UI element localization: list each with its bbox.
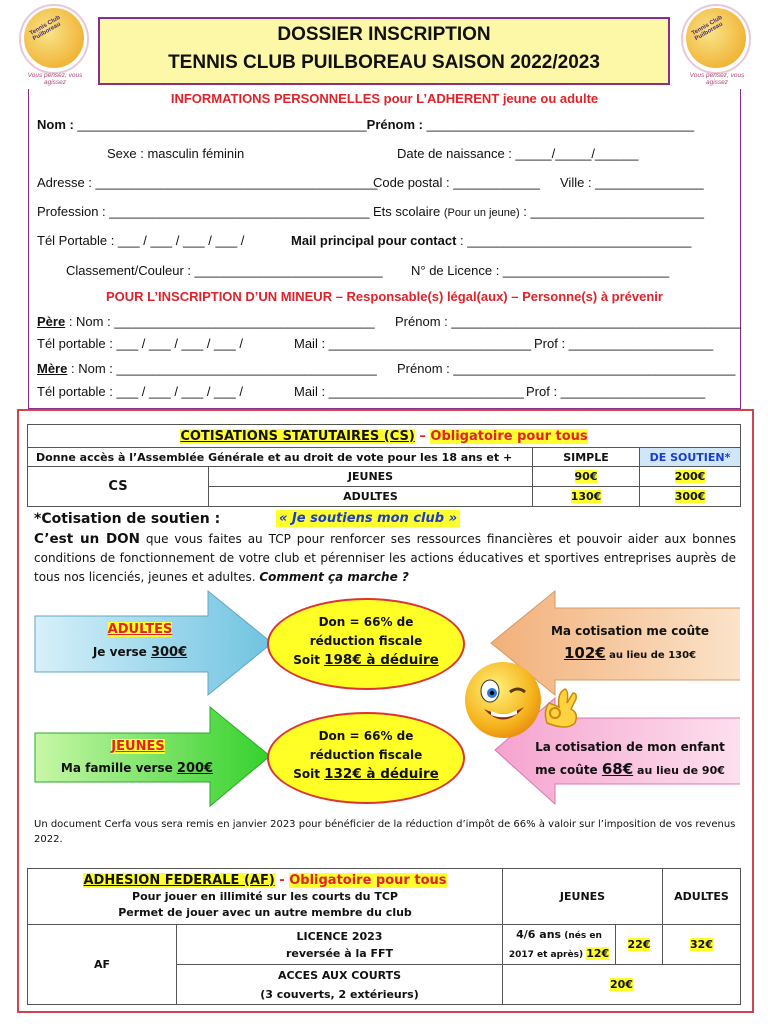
jeunes-cost-line2	[530, 760, 730, 778]
licence-line2: reversée à la FFT	[285, 946, 394, 960]
adultes-simple-cell	[533, 487, 640, 507]
price-jeunes-cell	[616, 925, 663, 965]
adultes-pay-arrow	[35, 591, 272, 695]
sexe-field[interactable]: Sexe : masculin féminin	[107, 146, 245, 161]
pere-prof-field[interactable]: Prof : ____________________	[534, 336, 714, 351]
licence-line1: LICENCE 2023	[296, 929, 383, 943]
logo-tagline: Vous pensez, vous agissez	[27, 72, 83, 86]
adultes-cost-line1: Ma cotisation me coûte	[550, 624, 710, 638]
age-note2: 2017 et après)	[508, 949, 587, 960]
jeunes-soutien-cell	[640, 467, 741, 487]
document-subtitle: TENNIS CLUB PUILBOREAU SAISON 2022/2023	[168, 52, 600, 73]
jeunes-don-ellipse	[267, 712, 465, 804]
courts-cell	[177, 965, 503, 1005]
jeunes-cost-amount: 68€	[601, 760, 634, 778]
don-lead: C’est un DON	[34, 531, 140, 547]
mere-label: Mère	[37, 361, 68, 376]
logo-tagline: Vous pensez, vous agissez	[689, 72, 745, 86]
jeunes-simple-price: 90€	[574, 470, 598, 483]
adultes-pay-line	[60, 645, 220, 660]
adhesion-line1: Pour jouer en illimité sur les courts du TCP	[132, 889, 398, 903]
adultes-simple-price: 130€	[570, 490, 602, 503]
logo-name: Tennis Club Puilboreau	[691, 14, 724, 43]
adresse-field[interactable]: Adresse : _______________________________________	[37, 175, 378, 190]
age-note1: (nés en	[561, 930, 602, 941]
pere-tel-field[interactable]: Tél portable : ___ / ___ / ___ / ___ /	[37, 336, 243, 351]
adultes-don-line2: réduction fiscale	[309, 634, 423, 648]
adultes-cost-amount: 102€	[563, 644, 606, 662]
ets-note: (Pour un jeune)	[443, 207, 520, 219]
pere-label: Père	[37, 314, 66, 329]
jeunes-soutien-price: 200€	[674, 470, 706, 483]
mail-label: Mail principal pour contact	[291, 233, 457, 248]
mail-field[interactable]	[291, 233, 691, 248]
adultes-don-line1: Don = 66% de	[318, 615, 414, 629]
adhesion-subtitle: Obligatoire pour tous	[289, 872, 447, 888]
adhesion-dash: -	[274, 872, 290, 888]
jeunes-label: JEUNES	[111, 739, 165, 754]
mere-nom-blank: : Nom : ____________________________________	[67, 361, 377, 376]
mere-tel-field[interactable]: Tél portable : ___ / ___ / ___ / ___ /	[37, 384, 243, 399]
club-logo-left	[16, 6, 94, 84]
adhesion-col-adultes: ADULTES	[663, 869, 741, 925]
naissance-field[interactable]: Date de naissance : _____/_____/______	[397, 146, 639, 161]
logo-name: Tennis Club Puilboreau	[29, 14, 62, 43]
mere-mail-field[interactable]: Mail : ___________________________	[294, 384, 524, 399]
price-jeunes: 22€	[627, 938, 651, 951]
jeunes-label-wrap	[58, 739, 218, 754]
jeunes-cost-line1: La cotisation de mon enfant	[535, 740, 725, 754]
winking-smiley-icon	[462, 659, 544, 741]
col-simple: SIMPLE	[533, 448, 640, 467]
cotisations-desc: Donne accès à l’Assemblée Générale et au droit de vote pour les 18 ans et +	[28, 448, 533, 467]
jeunes-don-line1: Don = 66% de	[318, 729, 414, 743]
nom-label: Nom :	[37, 117, 78, 132]
jeunes-don-line2: réduction fiscale	[309, 748, 423, 762]
cerfa-note: Un document Cerfa vous sera remis en janvier 2023 pour bénéficier de la réduction d’impôt de 66% à valoir sur l’imposition de vos revenus 2022.	[34, 819, 736, 845]
price-courts: 20€	[610, 978, 633, 991]
nom-field[interactable]: ________________________________________	[77, 117, 367, 132]
mere-nom-field[interactable]	[37, 361, 377, 376]
nom-line	[37, 117, 694, 132]
licence-cell	[177, 925, 503, 965]
document-title: DOSSIER INSCRIPTION	[277, 24, 491, 45]
minor-section-title: POUR L’INSCRIPTION D’UN MINEUR – Responsable(s) légal(aux) – Personne(s) à prévenir	[106, 289, 663, 304]
price-46: 12€	[586, 946, 610, 960]
adultes-deduct-amount: 198€ à déduire	[324, 652, 439, 668]
jeunes-label: JEUNES	[209, 467, 533, 487]
adultes-cost-suffix: au lieu de 130€	[605, 650, 697, 661]
jeunes-cost-prefix: me coûte	[535, 763, 602, 777]
ets-scolaire-field[interactable]	[373, 204, 704, 219]
age-46-cell	[503, 925, 616, 965]
prenom-field[interactable]: _____________________________________	[426, 117, 695, 132]
prenom-label: Prénom :	[366, 117, 427, 132]
adultes-pay-amount: 300€	[150, 645, 188, 660]
jeunes-pay-prefix: Ma famille verse	[60, 761, 177, 775]
price-adultes: 32€	[690, 938, 713, 951]
cotisations-subtitle: Obligatoire pour tous	[430, 428, 588, 444]
code-postal-field[interactable]: Code postal : ____________	[373, 175, 540, 190]
soutien-paragraph	[34, 530, 736, 587]
jeunes-simple-cell	[533, 467, 640, 487]
adultes-label: ADULTES	[107, 622, 173, 637]
cotisations-title-cell	[28, 425, 741, 448]
adhesion-title: ADHESION FEDERALE (AF)	[83, 872, 275, 888]
pere-nom-field[interactable]	[37, 314, 375, 329]
adhesion-header-cell	[28, 869, 503, 925]
cs-label: CS	[28, 467, 209, 507]
classement-field[interactable]: Classement/Couleur : __________________________	[66, 263, 383, 278]
jeunes-pay-amount: 200€	[176, 761, 214, 776]
how-it-works: Comment ça marche ?	[259, 570, 409, 584]
mere-prenom-field[interactable]: Prénom : _______________________________________	[397, 361, 736, 376]
af-label: AF	[28, 925, 177, 1005]
pere-nom-blank: : Nom : ____________________________________	[65, 314, 375, 329]
jeunes-cost-suffix: au lieu de 90€	[633, 764, 725, 777]
pere-prenom-field[interactable]: Prénom : ________________________________________	[395, 314, 741, 329]
pere-mail-field[interactable]: Mail : ____________________________	[294, 336, 532, 351]
licence-field[interactable]: N° de Licence : _______________________	[411, 263, 670, 278]
adultes-pay-prefix: Je verse	[92, 645, 151, 659]
cotisations-title: COTISATIONS STATUTAIRES (CS)	[180, 428, 415, 444]
price-courts-cell	[503, 965, 741, 1005]
adultes-label: ADULTES	[209, 487, 533, 507]
club-logo-right	[678, 6, 756, 84]
cotisations-table	[27, 424, 741, 507]
soutien-slogan: « Je soutiens mon club »	[276, 510, 460, 527]
jeunes-pay-line	[52, 761, 222, 776]
adultes-soutien-price: 300€	[674, 490, 706, 503]
jeunes-deduct-prefix: Soit	[293, 767, 325, 781]
adhesion-col-jeunes: JEUNES	[503, 869, 663, 925]
ok-hand-icon	[539, 683, 587, 731]
don-text: que vous faites au TCP pour renforcer ses ressources financières et pouvoir aider aux bonnes conditions de fonctionnement de votre club et pérenniser les actions éducatives et sportives entreprises auprès de tous nos licenciés, jeunes et adultes.	[34, 532, 736, 584]
soutien-label: *Cotisation de soutien :	[34, 511, 221, 527]
age-main: 4/6 ans	[516, 927, 562, 941]
adultes-don-ellipse	[267, 598, 465, 690]
adhesion-line2: Permet de jouer avec un autre membre du club	[118, 905, 412, 919]
adultes-deduct-prefix: Soit	[293, 653, 325, 667]
title-dash: –	[414, 428, 431, 444]
profession-field[interactable]: Profession : ____________________________________	[37, 204, 370, 219]
jeunes-deduct-amount: 132€ à déduire	[324, 766, 439, 782]
price-adultes-cell	[663, 925, 741, 965]
adultes-label-wrap	[60, 622, 220, 637]
adhesion-table	[27, 868, 741, 1005]
mere-prof-field[interactable]: Prof : ____________________	[526, 384, 706, 399]
courts-line1: ACCES AUX COURTS	[277, 968, 402, 982]
ets-label: Ets scolaire	[373, 204, 444, 219]
adultes-cost-line2	[540, 644, 720, 662]
courts-line2: (3 couverts, 2 extérieurs)	[260, 987, 419, 1001]
mail-blank: : _______________________________	[456, 233, 692, 248]
jeunes-pay-arrow	[35, 707, 270, 806]
personal-info-title: INFORMATIONS PERSONNELLES pour L’ADHERENT jeune ou adulte	[170, 91, 599, 106]
tel-field[interactable]: Tél Portable : ___ / ___ / ___ / ___ /	[37, 233, 245, 248]
ville-field[interactable]: Ville : _______________	[560, 175, 704, 190]
col-soutien: DE SOUTIEN*	[640, 448, 741, 467]
adultes-soutien-cell	[640, 487, 741, 507]
ets-blank: : ________________________	[519, 204, 704, 219]
